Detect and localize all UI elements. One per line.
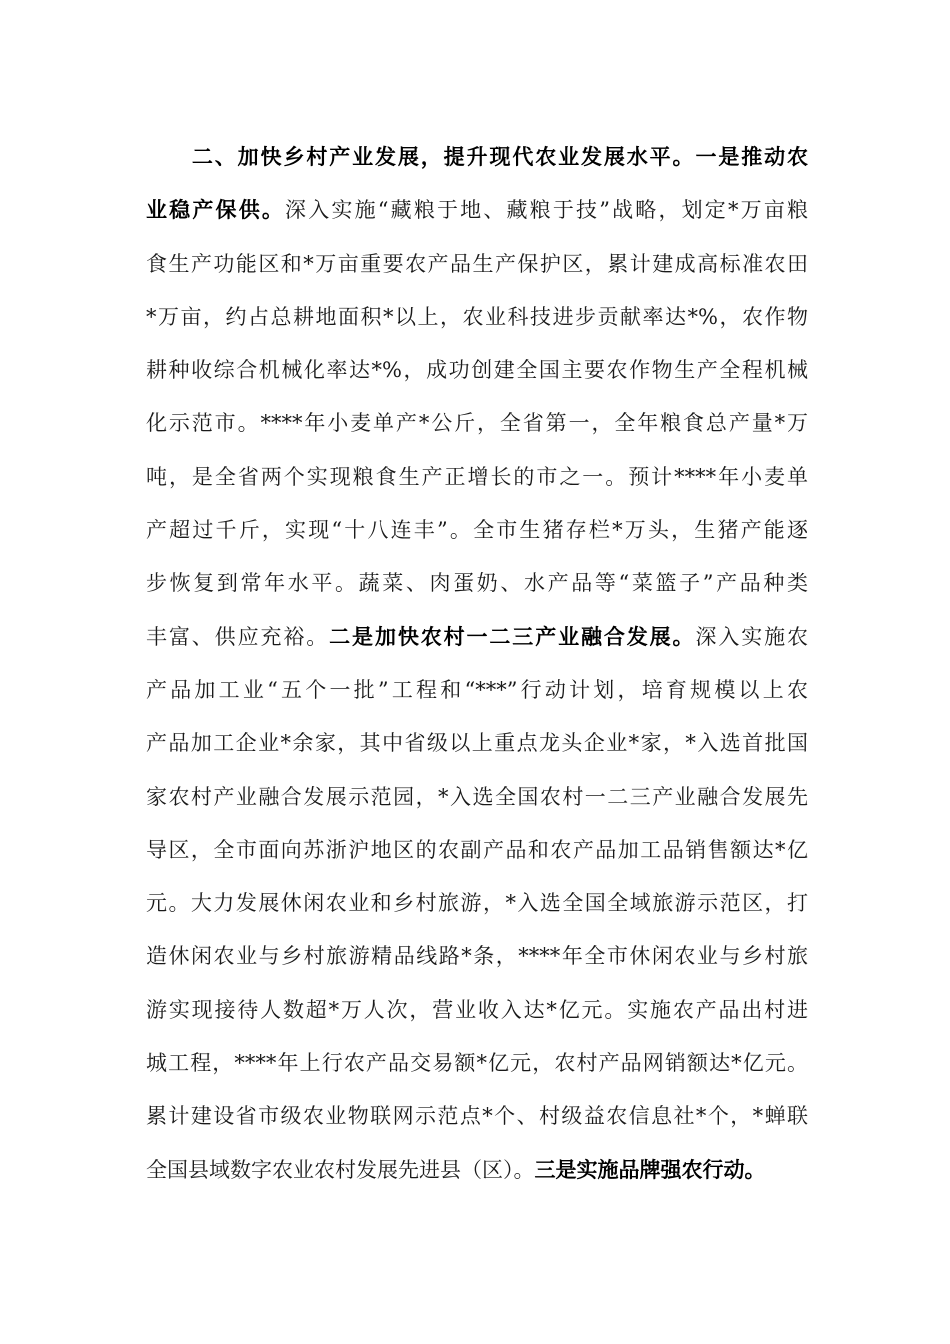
text-line [146, 1090, 808, 1143]
text-line [146, 451, 808, 504]
text-run: 累计建设省市级农业物联网示范点*个、村级益农信息社*个，*蝉联 [146, 1104, 808, 1129]
subheading-one-end: 业稳产保供。 [146, 198, 286, 223]
text-line [146, 771, 808, 824]
text-line [146, 1144, 808, 1197]
subheading-two: 二是加快农村一二三产业融合发展。 [329, 624, 696, 649]
text-run: 产超过千斤，实现“十八连丰”。全市生猪存栏*万头，生猪产能逐 [146, 518, 808, 543]
text-run: 造休闲农业与乡村旅游精品线路*条，****年全市休闲农业与乡村旅 [146, 944, 808, 969]
text-line [146, 131, 808, 184]
text-run: 产品加工业“五个一批”工程和“***”行动计划，培育规模以上农 [146, 677, 808, 702]
text-line [146, 557, 808, 610]
text-line [146, 877, 808, 930]
text-run: 深入实施农 [695, 624, 809, 649]
text-run: 导区，全市面向苏浙沪地区的农副产品和农产品加工品销售额达*亿 [146, 837, 808, 862]
text-run: 家农村产业融合发展示范园，*入选全国农村一二三产业融合发展先 [146, 784, 808, 809]
text-line [146, 1037, 808, 1090]
text-run: 吨，是全省两个实现粮食生产正增长的市之一。预计****年小麦单 [146, 464, 808, 489]
document-body [146, 131, 808, 1197]
text-line [146, 504, 808, 557]
text-run: 化示范市。****年小麦单产*公斤，全省第一，全年粮食总产量*万 [146, 411, 808, 436]
text-run: 耕种收综合机械化率达*%，成功创建全国主要农作物生产全程机械 [146, 358, 808, 383]
text-run: 食生产功能区和*万亩重要农产品生产保护区，累计建成高标准农田 [146, 251, 808, 276]
text-line [146, 664, 808, 717]
text-line [146, 611, 808, 664]
text-line [146, 344, 808, 397]
text-line [146, 984, 808, 1037]
text-run: 丰富、供应充裕。 [146, 624, 330, 649]
subheading-three: 三是实施品牌强农行动。 [534, 1157, 766, 1182]
text-run: *万亩，约占总耕地面积*以上，农业科技进步贡献率达*%，农作物 [146, 304, 808, 329]
text-line [146, 238, 808, 291]
text-line [146, 930, 808, 983]
text-line [146, 184, 808, 237]
text-run: 全国县域数字农业农村发展先进县（区）。 [146, 1157, 535, 1182]
text-line [146, 717, 808, 770]
text-run: 游实现接待人数超*万人次，营业收入达*亿元。实施农产品出村进 [146, 997, 808, 1022]
text-run: 深入实施“藏粮于地、藏粮于技”战略，划定*万亩粮 [285, 198, 808, 223]
text-run: 城工程，****年上行农产品交易额*亿元，农村产品网销额达*亿元。 [146, 1051, 808, 1076]
text-run: 步恢复到常年水平。蔬菜、肉蛋奶、水产品等“菜篮子”产品种类 [146, 571, 808, 596]
text-run: 产品加工企业*余家，其中省级以上重点龙头企业*家，*入选首批国 [146, 731, 808, 756]
text-line [146, 291, 808, 344]
text-run: 元。大力发展休闲农业和乡村旅游，*入选全国全域旅游示范区，打 [146, 891, 808, 916]
text-line [146, 397, 808, 450]
text-line [146, 824, 808, 877]
heading-two: 二、加快乡村产业发展，提升现代农业发展水平。一是推动农 [190, 145, 808, 169]
